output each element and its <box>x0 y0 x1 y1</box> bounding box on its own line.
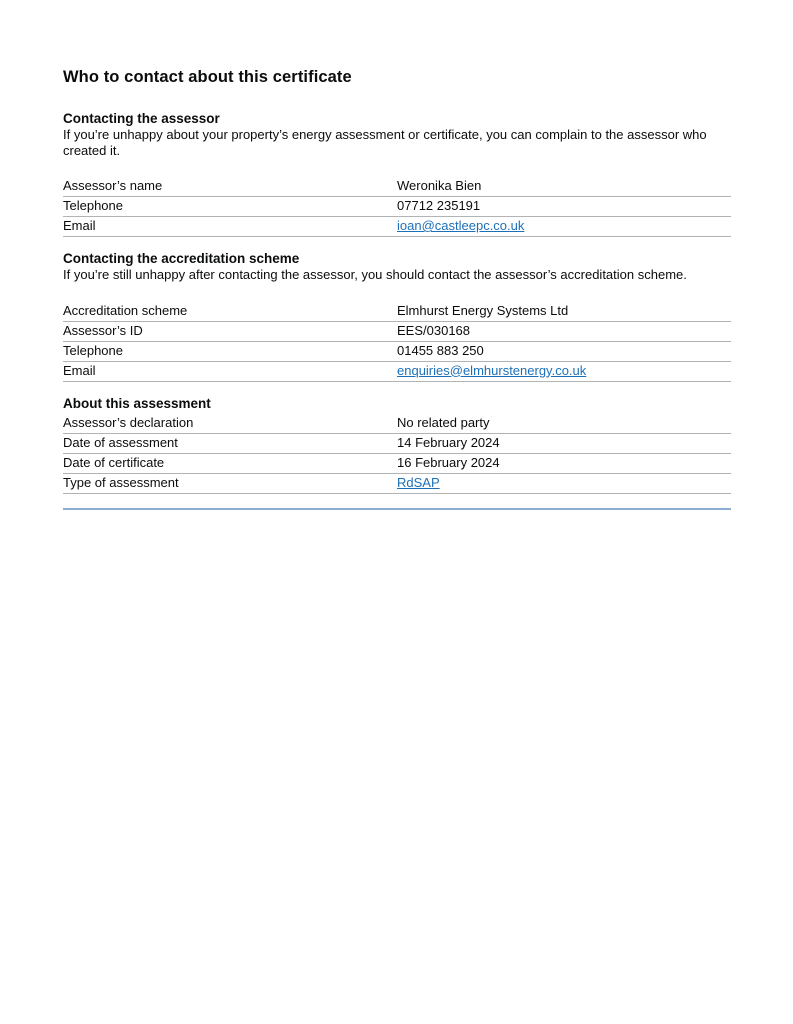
section-heading: Contacting the assessor <box>63 111 220 126</box>
scheme-email-link[interactable]: enquiries@elmhurstenergy.co.uk <box>397 362 587 378</box>
table-row <box>63 342 731 362</box>
assessor-telephone-value: 07712 235191 <box>397 198 481 213</box>
scheme-telephone-value: 01455 883 250 <box>397 342 484 358</box>
row-label: Accreditation scheme <box>63 302 188 318</box>
certificate-page <box>0 0 793 510</box>
section-description: If you’re unhappy about your property’s energy assessment or certificate, you can complain to the assessor who created it. <box>63 127 707 158</box>
section-contacting-assessor <box>63 111 731 237</box>
section-heading: About this assessment <box>63 395 211 411</box>
row-label: Date of assessment <box>63 434 178 450</box>
table-row <box>63 434 731 454</box>
assessment-table <box>63 414 731 494</box>
table-row <box>63 322 731 342</box>
page-content <box>63 68 731 510</box>
table-row <box>63 177 731 197</box>
table-row <box>63 217 731 237</box>
row-label: Telephone <box>63 198 123 213</box>
row-label: Telephone <box>63 342 123 358</box>
assessor-id-value: EES/030168 <box>397 322 471 338</box>
table-row <box>63 474 731 494</box>
row-label: Type of assessment <box>63 474 179 490</box>
assessor-declaration-value: No related party <box>397 414 490 430</box>
accreditation-scheme-value: Elmhurst Energy Systems Ltd <box>397 302 569 318</box>
date-of-assessment-value: 14 February 2024 <box>397 434 500 450</box>
row-label: Email <box>63 218 96 233</box>
rdsap-link[interactable]: RdSAP <box>397 474 440 490</box>
assessor-email-link[interactable]: ioan@castleepc.co.uk <box>397 218 525 233</box>
section-accreditation-scheme <box>63 251 731 382</box>
table-row <box>63 414 731 434</box>
row-label: Assessor’s declaration <box>63 414 194 430</box>
assessor-name-value: Weronika Bien <box>397 178 482 193</box>
section-divider <box>63 508 731 510</box>
accreditation-table <box>63 302 731 382</box>
date-of-certificate-value: 16 February 2024 <box>397 454 500 470</box>
page-title: Who to contact about this certificate <box>63 68 352 86</box>
row-label: Date of certificate <box>63 454 165 470</box>
table-row <box>63 454 731 474</box>
table-row <box>63 302 731 322</box>
table-row <box>63 197 731 217</box>
table-row <box>63 362 731 382</box>
section-about-assessment <box>63 396 731 494</box>
section-description: If you’re still unhappy after contacting the assessor, you should contact the assessor’s accreditation scheme. <box>63 267 687 282</box>
row-label: Assessor’s ID <box>63 322 143 338</box>
section-heading: Contacting the accreditation scheme <box>63 251 300 266</box>
row-label: Email <box>63 362 96 378</box>
assessor-table <box>63 177 731 237</box>
row-label: Assessor’s name <box>63 178 163 193</box>
